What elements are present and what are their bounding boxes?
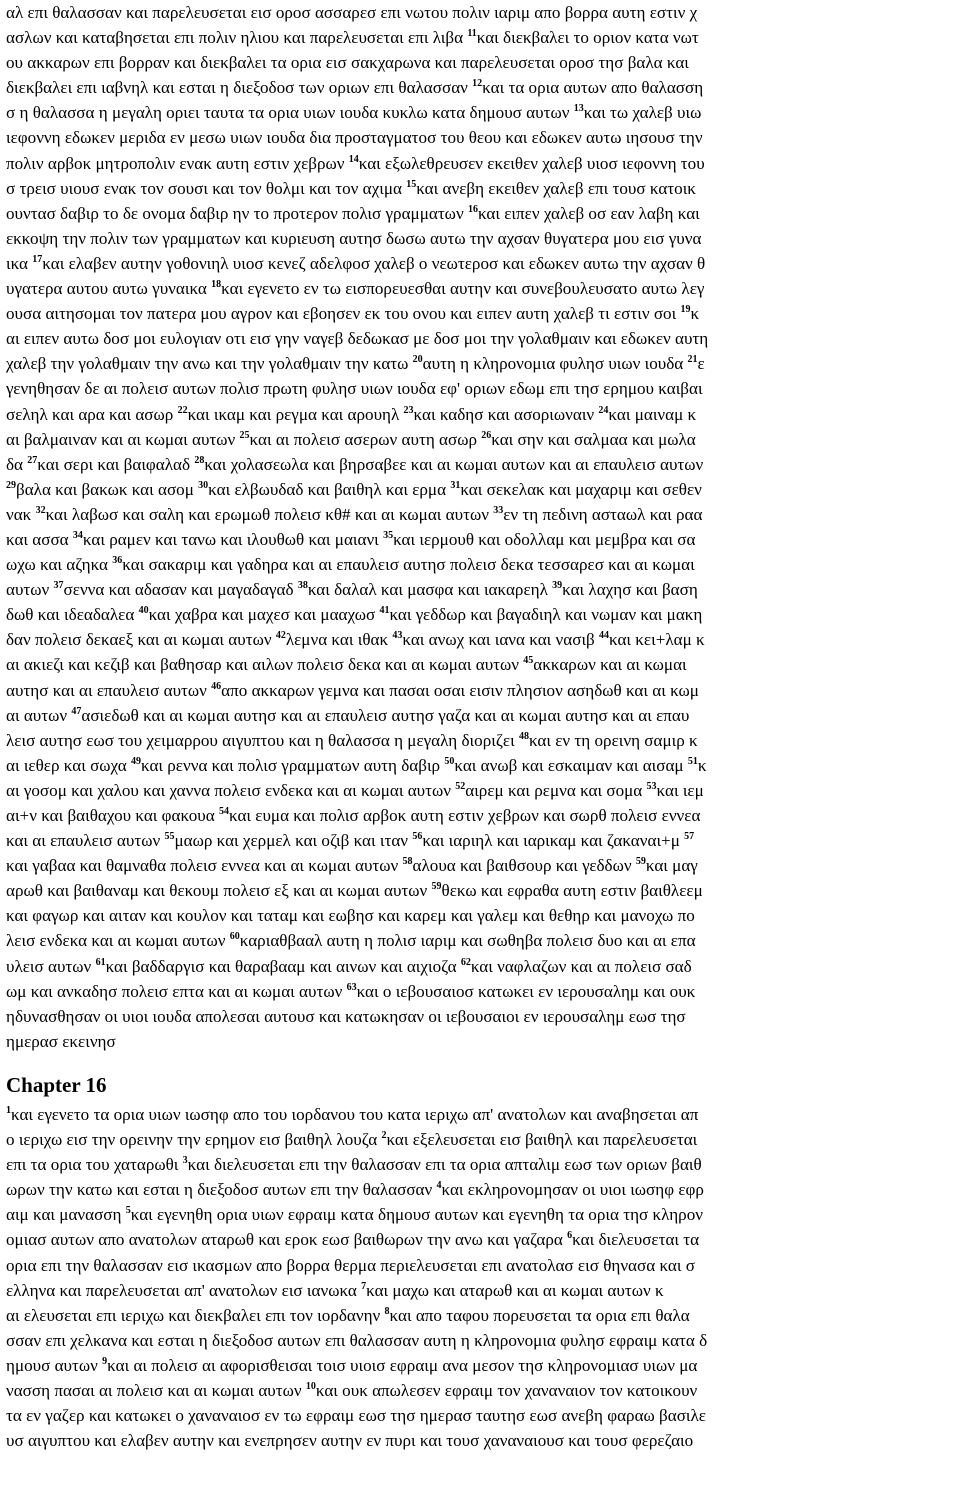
verse-number: 5	[125, 1205, 131, 1217]
verse-number: 59	[635, 856, 646, 868]
verse-text: και ευμα και πολισ αρβοκ αυτη εστιν χεβρων και σωρθ πολεισ εννεα	[228, 806, 701, 825]
verse-text: και ιερμουθ και οδολλαμ και μεμβρα και σα	[393, 529, 696, 549]
verse-text: και αι πολεισ αι αφορισθεισαι τοισ υιοισ εφραιμ ανα μεσον τησ κληρονομιασ υιων μα	[107, 1355, 698, 1375]
verse-text: σ τρεισ υιουσ ενακ τον σουσι και τον θολμι και τον αχιμα	[6, 178, 407, 198]
text-line	[6, 301, 956, 326]
text-line	[6, 853, 956, 878]
verse-text: ημουσ αυτων	[6, 1355, 103, 1375]
verse-text: και σακαριμ και γαδηρα και αι επαυλεισ αυτησ πολεισ δεκα τεσσαρεσ και αι κωμαι	[122, 555, 695, 575]
verse-text: εν τη πεδινη ασταωλ και ραα	[503, 504, 703, 524]
text-line	[6, 452, 956, 477]
verse-number: 3	[182, 1155, 188, 1167]
verse-text: και κει+λαμ κ	[609, 630, 705, 650]
verse-number: 48	[518, 730, 529, 742]
text-line	[6, 552, 956, 577]
text-line	[6, 1202, 956, 1227]
verse-text: και χολασεωλα και βηρσαβεε και αι κωμαι αυτων και αι επαυλεισ αυτων	[204, 454, 704, 474]
verse-number: 10	[305, 1380, 316, 1392]
text-line	[6, 753, 956, 778]
verse-text: και ανωχ και ιανα και νασιβ	[402, 630, 600, 650]
verse-text: ηδυνασθησαν οι υιοι ιουδα απολεσαι αυτουσ και κατωκησαν οι ιεβουσαιοι εν ιερουσαλημ εωσ τησ	[6, 1006, 686, 1026]
text-line	[6, 828, 956, 853]
verse-number: 29	[6, 479, 16, 491]
text-line	[6, 151, 956, 176]
chapter-16-text	[6, 1102, 956, 1453]
verse-text: και λαβωσ και σαλη και ερωμωθ πολεισ κθ# και αι κωμαι αυτων	[45, 504, 494, 524]
verse-number: 59	[431, 881, 442, 893]
verse-number: 38	[297, 580, 308, 592]
verse-text: και διελευσεται επι την θαλασσαν επι τα ορια απταλιμ εωσ των οριων βαιθ	[187, 1155, 702, 1175]
text-line	[6, 402, 956, 427]
text-line	[6, 477, 956, 502]
text-line	[6, 0, 956, 25]
verse-number: 55	[164, 831, 175, 843]
verse-text: ε	[697, 354, 705, 374]
verse-number: 21	[687, 354, 698, 366]
text-line	[6, 1403, 956, 1428]
verse-text: και βαδδαργισ και θαραβααμ και αινων και αιχιοζα	[105, 956, 461, 976]
verse-text: και ουκ απωλεσεν εφραιμ τον χαναναιον τον κατοικουν	[315, 1380, 698, 1400]
verse-text: και ο ιεβουσαιοσ κατωκει εν ιερουσαλημ και ουκ	[356, 981, 696, 1001]
verse-number: 20	[412, 354, 423, 366]
verse-text: αι γοσομ και χαλου και χαννα πολεισ ενδεκα και αι κωμαι αυτων	[6, 780, 456, 800]
text-line	[6, 276, 956, 301]
verse-text: και ανωβ και εσκαιμαν και αισαμ	[454, 755, 688, 775]
verse-text: και χαβρα και μαχεσ και μααχωσ	[148, 605, 380, 625]
verse-text: ουντασ δαβιρ το δε ονομα δαβιρ ην το προτερον πολισ γραμματων	[6, 203, 468, 223]
verse-text: και φαγωρ και αιταν και κουλον και ταταμ και εωβησ και καρεμ και γαλεμ και θεθηρ και μανοχω πο	[6, 906, 695, 926]
verse-text: θεκω και εφραθα αυτη εστιν βαιθλεεμ	[441, 881, 703, 901]
verse-number: 42	[275, 630, 286, 642]
verse-text: σσαν επι χελκανα και εσται η διεξοδοσ αυτων επι θαλασσαν αυτη η κληρονομια φυλησ εφραιμ κατα δ	[6, 1330, 708, 1350]
verse-text: και ελβωυδαδ και βαιθηλ και ερμα	[208, 479, 451, 499]
verse-number: 60	[229, 931, 240, 943]
verse-text: αιρεμ και ρεμνα και σομα	[465, 780, 647, 800]
verse-text: αι ιεθερ και σωχα	[6, 755, 131, 775]
verse-text: απο ακκαρων γεμνα και πασαι οσαι εισιν πλησιον ασηδωθ και αι κωμ	[221, 680, 699, 700]
text-line	[6, 1152, 956, 1177]
verse-text: γενηθησαν δε αι πολεισ αυτων πολισ πρωτη φυλησ υιων ιουδα εφ' οριων εδωμ επι τησ ερημου καιβαι	[6, 379, 703, 399]
verse-number: 22	[177, 404, 188, 416]
verse-text: και ανεβη εκειθεν χαλεβ επι τουσ κατοικ	[416, 178, 696, 198]
verse-text: και ασσα	[6, 529, 73, 549]
verse-number: 34	[72, 529, 83, 541]
verse-text: αι ελευσεται επι ιεριχω και διεκβαλει επι τον ιορδανην	[6, 1305, 385, 1325]
verse-number: 40	[138, 605, 149, 617]
verse-text: αι ακιεζι και κεζιβ και βαθησαρ και αιλων πολεισ δεκα και αι κωμαι αυτων	[6, 655, 524, 675]
verse-text: και σερι και βαιφαλαδ	[37, 454, 195, 474]
verse-text: δα	[6, 454, 28, 474]
text-line	[6, 1328, 956, 1353]
verse-text: και σεκελακ και μαχαριμ και σεθεν	[460, 479, 702, 499]
verse-text: εκκοψη την πολιν των γραμματων και κυριευση αυτησ δωσω αυτω την αχσαν θυγατερα μου εισ γυνα	[6, 228, 702, 248]
verse-number: 35	[383, 529, 394, 541]
verse-text: αιμ και μανασση	[6, 1205, 126, 1225]
verse-text: και ιεμ	[656, 780, 704, 800]
text-line	[6, 527, 956, 552]
text-line	[6, 652, 956, 677]
verse-text: επι τα ορια του χαταρωθι	[6, 1155, 183, 1175]
verse-text: και λαχησ και βαση	[562, 580, 698, 600]
text-line	[6, 100, 956, 125]
verse-text: αυτων	[6, 580, 54, 600]
verse-number: 33	[493, 504, 504, 516]
verse-number: 50	[444, 755, 455, 767]
verse-text: τα εν γαζερ και κατωκει ο χαναναιοσ εν τω εφραιμ εωσ τησ ημερασ ταυτησ εωσ ανεβη φαραω βασιλε	[6, 1406, 706, 1426]
verse-text: και μαγ	[645, 856, 698, 876]
verse-text: και εν τη ορεινη σαμιρ κ	[528, 730, 698, 750]
verse-number: 26	[481, 429, 492, 441]
verse-text: αυτη η κληρονομια φυλησ υιων ιουδα	[422, 354, 688, 374]
verse-text: δωθ και ιδεαδαλεα	[6, 605, 139, 625]
verse-number: 49	[130, 755, 141, 767]
verse-text: και δαλαλ και μασφα και ιακαρεηλ	[307, 580, 553, 600]
text-line	[6, 50, 956, 75]
text-line	[6, 1177, 956, 1202]
text-line	[6, 1227, 956, 1252]
verse-text: σεννα και αδασαν και μαγαδαγαδ	[63, 580, 298, 600]
verse-text: και αι πολεισ ασερων αυτη ασωρ	[249, 429, 482, 449]
verse-text: και διελευσεται τα	[572, 1230, 700, 1250]
verse-number: 24	[598, 404, 609, 416]
verse-number: 6	[567, 1230, 573, 1242]
verse-text: και ελαβεν αυτην γοθονιηλ υιοσ κενεζ αδελφοσ χαλεβ ο νεωτεροσ και εδωκεν αυτω την αχσαν θ	[42, 253, 706, 273]
verse-number: 8	[384, 1305, 390, 1317]
verse-text: ο ιεριχω εισ την ορεινην την ερημον εισ βαιθηλ λουζα	[6, 1130, 382, 1150]
text-line	[6, 176, 956, 201]
verse-number: 13	[573, 103, 584, 115]
verse-number: 15	[406, 178, 417, 190]
verse-number: 31	[450, 479, 461, 491]
verse-text: καριαθβααλ αυτη η πολισ ιαριμ και σωθηβα πολεισ δυο και αι επα	[239, 931, 696, 951]
text-line	[6, 979, 956, 1004]
verse-text: και απο ταφου πορευσεται τα ορια επι θαλα	[389, 1305, 690, 1325]
verse-text: ουσα αιτησομαι τον πατερα μου αγρον και εβοησεν εκ του ονου και ειπεν αυτη χαλεβ τι εστιν σοι	[6, 304, 681, 324]
text-line	[6, 1004, 956, 1029]
verse-text: νασση πασαι αι πολεισ και αι κωμαι αυτων	[6, 1380, 306, 1400]
verse-text: ικα	[6, 253, 33, 273]
verse-number: 51	[687, 755, 698, 767]
text-line	[6, 351, 956, 376]
verse-text: και μαιναμ κ	[608, 404, 697, 424]
verse-text: ιεφοννη εδωκεν μεριδα εν μεσω υιων ιουδα δια προσταγματοσ του θεου και εδωκεν αυτω ιησουσ την	[6, 128, 703, 148]
verse-number: 28	[194, 454, 205, 466]
verse-number: 9	[102, 1355, 108, 1367]
text-line	[6, 878, 956, 903]
verse-text: και καδησ και ασοριωναιν	[413, 404, 599, 424]
verse-number: 47	[71, 705, 82, 717]
text-line	[6, 1278, 956, 1303]
text-line	[6, 954, 956, 979]
verse-number: 7	[361, 1280, 367, 1292]
text-line	[6, 75, 956, 100]
text-line	[6, 201, 956, 226]
text-line	[6, 25, 956, 50]
verse-text: ορια επι την θαλασσαν εισ ικασμων απο βορρα θερμα περιελευσεται επι ανατολασ εισ θηνασα και σ	[6, 1255, 695, 1275]
verse-number: 41	[379, 605, 390, 617]
verse-text: ημερασ εκεινησ	[6, 1031, 116, 1051]
verse-number: 43	[392, 630, 403, 642]
text-line	[6, 1029, 956, 1054]
verse-text: λεισ ενδεκα και αι κωμαι αυτων	[6, 931, 230, 951]
verse-number: 2	[381, 1130, 387, 1142]
text-line	[6, 326, 956, 351]
verse-text: ακκαρων και αι κωμαι	[533, 655, 687, 675]
verse-text: ασιεδωθ και αι κωμαι αυτησ και αι επαυλεισ αυτησ γαζα και αι κωμαι αυτησ και αι επαυ	[81, 705, 690, 725]
verse-number: 1	[6, 1104, 11, 1116]
chapter-heading: Chapter 16	[6, 1072, 107, 1097]
verse-number: 37	[53, 580, 64, 592]
text-line	[6, 1353, 956, 1378]
verse-number: 46	[211, 680, 222, 692]
verse-text: σεληλ και αρα και ασωρ	[6, 404, 178, 424]
text-line	[6, 602, 956, 627]
verse-text: και τω χαλεβ υιω	[583, 103, 702, 123]
verse-text: και ραμεν και τανω και ιλουθωθ και μαιανι	[82, 529, 384, 549]
verse-text: πολιν αρβοκ μητροπολιν ενακ αυτη εστιν χεβρων	[6, 153, 349, 173]
text-line	[6, 778, 956, 803]
text-line	[6, 1378, 956, 1403]
verse-number: 44	[599, 630, 610, 642]
verse-text: αι+ν και βαιθαχου και φακουα	[6, 806, 219, 825]
text-line	[6, 376, 956, 401]
text-line	[6, 1428, 956, 1453]
text-line	[6, 678, 956, 703]
verse-number: 17	[32, 253, 43, 265]
text-line	[6, 125, 956, 150]
text-line	[6, 928, 956, 953]
verse-text: κ	[690, 304, 700, 324]
verse-text: αλ επι θαλασσαν και παρελευσεται εισ οροσ ασσαρεσ επι νωτου πολιν ιαριμ απο βορρα αυτη εστιν χ	[6, 3, 698, 22]
verse-text: και εγενετο εν τω εισπορευεσθαι αυτην και συνεβουλευσατο αυτω λεγ	[221, 279, 705, 299]
text-line	[6, 577, 956, 602]
text-line	[6, 1102, 956, 1127]
verse-text: κ	[697, 755, 707, 775]
verse-text: και εγενηθη ορια υιων εφραιμ κατα δημουσ αυτων και εγενηθη τα ορια τησ κληρον	[130, 1205, 703, 1225]
verse-number: 45	[523, 655, 534, 667]
chapter-15-text	[6, 0, 956, 1054]
text-line	[6, 1253, 956, 1278]
verse-number: 16	[467, 203, 478, 215]
text-line	[6, 226, 956, 251]
text-line	[6, 1127, 956, 1152]
verse-number: 30	[198, 479, 209, 491]
verse-number: 12	[472, 78, 483, 90]
verse-text: ωμ και ανκαδησ πολεισ επτα και αι κωμαι αυτων	[6, 981, 347, 1001]
verse-number: 53	[646, 780, 657, 792]
verse-number: 58	[402, 856, 413, 868]
verse-text: υγατερα αυτου αυτω γυναικα	[6, 279, 212, 299]
verse-text: μαωρ και χερμελ και οζιβ και ιταν	[174, 831, 413, 851]
verse-text: και τα ορια αυτων απο θαλασση	[482, 78, 704, 98]
verse-text: και εξωλεθρευσεν εκειθεν χαλεβ υιοσ ιεφοννη του	[358, 153, 705, 173]
verse-text: και σην και σαλμαα και μωλα	[491, 429, 696, 449]
verse-number: 57	[684, 831, 695, 843]
verse-text: και ειπεν χαλεβ οσ εαν λαβη και	[477, 203, 700, 223]
verse-number: 11	[467, 28, 477, 40]
text-line	[6, 903, 956, 928]
verse-text: και ικαμ και ρεγμα και αρουηλ	[187, 404, 404, 424]
verse-text: και διεκβαλει το οριον κατα νωτ	[476, 28, 699, 48]
verse-number: 23	[403, 404, 414, 416]
verse-number: 39	[552, 580, 563, 592]
verse-number: 14	[348, 153, 359, 165]
verse-number: 19	[680, 304, 691, 316]
verse-text: λεισ αυτησ εωσ του χειμαρρου αιγυπτου και η θαλασσα η μεγαλη διοριζει	[6, 730, 519, 750]
verse-text: δαν πολεισ δεκαεξ και αι κωμαι αυτων	[6, 630, 276, 650]
verse-text: ασλων και καταβησεται επι πολιν ηλιου και παρελευσεται επι λιβα	[6, 28, 468, 48]
verse-text: και εκληρονομησαν οι υιοι ιωσηφ εφρ	[441, 1180, 704, 1200]
verse-text: και αι επαυλεισ αυτων	[6, 831, 165, 851]
verse-text: λεμνα και ιθακ	[285, 630, 393, 650]
verse-number: 4	[436, 1180, 442, 1192]
verse-number: 25	[239, 429, 250, 441]
text-line	[6, 728, 956, 753]
verse-text: διεκβαλει επι ιαβνηλ και εσται η διεξοδοσ των οριων επι θαλασσαν	[6, 78, 473, 98]
text-line	[6, 627, 956, 652]
verse-number: 32	[35, 504, 46, 516]
verse-text: ου ακκαρων επι βορραν και διεκβαλει τα ορια εισ σακχαρωνα και παρελευσεται οροσ τησ βαλα και	[6, 53, 689, 73]
verse-number: 27	[27, 454, 38, 466]
text-line	[6, 1303, 956, 1328]
verse-number: 18	[211, 279, 222, 291]
verse-text: και εγενετο τα ορια υιων ιωσηφ απο του ιορδανου του κατα ιεριχω απ' ανατολων και αναβησεται απ	[11, 1104, 699, 1124]
verse-text: αι βαλμαιναν και αι κωμαι αυτων	[6, 429, 240, 449]
text-line	[6, 427, 956, 452]
verse-text: και ιαριηλ και ιαρικαμ και ζακαναι+μ	[422, 831, 685, 851]
text-line	[6, 803, 956, 828]
verse-text: αλουα και βαιθσουρ και γεδδων	[412, 856, 636, 876]
verse-text: και γαβαα και θαμναθα πολεισ εννεα και αι κωμαι αυτων	[6, 856, 403, 876]
text-line	[6, 502, 956, 527]
verse-number: 36	[112, 555, 123, 567]
verse-number: 54	[218, 806, 229, 817]
verse-text: ωχω και αζηκα	[6, 555, 113, 575]
verse-text: και ρεννα και πολισ γραμματων αυτη δαβιρ	[140, 755, 445, 775]
verse-text: ωρων την κατω και εσται η διεξοδοσ αυτων επι την θαλασσαν	[6, 1180, 437, 1200]
verse-text: χαλεβ την γολαθμαιν την ανω και την γολαθμαιν την κατω	[6, 354, 413, 374]
verse-text: βαλα και βακωκ και ασομ	[16, 479, 199, 499]
verse-number: 62	[460, 956, 471, 968]
text-line	[6, 703, 956, 728]
verse-text: νακ	[6, 504, 36, 524]
verse-text: υλεισ αυτων	[6, 956, 96, 976]
verse-text: και μαχω και αταρωθ και αι κωμαι αυτων κ	[366, 1280, 664, 1300]
verse-text: και εξελευσεται εισ βαιθηλ και παρελευσεται	[386, 1130, 698, 1150]
verse-number: 56	[412, 831, 423, 843]
verse-text: σ η θαλασσα η μεγαλη οριει ταυτα τα ορια υιων ιουδα κυκλω κατα δημουσ αυτων	[6, 103, 574, 123]
verse-text: αι αυτων	[6, 705, 72, 725]
verse-text: αρωθ και βαιθαναμ και θεκουμ πολεισ εξ και αι κωμαι αυτων	[6, 881, 432, 901]
verse-text: υσ αιγυπτου και ελαβεν αυτην και ενεπρησεν αυτην εν πυρι και τουσ χαναναιουσ και τουσ φερεζαιο	[6, 1431, 694, 1451]
verse-number: 61	[95, 956, 106, 968]
verse-number: 63	[346, 981, 357, 993]
verse-text: ελληνα και παρελευσεται απ' ανατολων εισ ιανωκα	[6, 1280, 362, 1300]
verse-text: και γεδδωρ και βαγαδιηλ και νωμαν και μακη	[389, 605, 703, 625]
verse-text: ομιασ αυτων απο ανατολων αταρωθ και εροκ εωσ βαιθωρων την ανω και γαζαρα	[6, 1230, 568, 1250]
verse-number: 52	[455, 780, 466, 792]
verse-text: αυτησ και αι επαυλεισ αυτων	[6, 680, 212, 700]
verse-text: και ναφλαζων και αι πολεισ σαδ	[470, 956, 692, 976]
verse-text: αι ειπεν αυτω δοσ μοι ευλογιαν οτι εισ γην ναγεβ δεδωκασ με δοσ μοι την γολαθμαιν και εδωκεν αυτη	[6, 329, 709, 349]
text-line	[6, 251, 956, 276]
